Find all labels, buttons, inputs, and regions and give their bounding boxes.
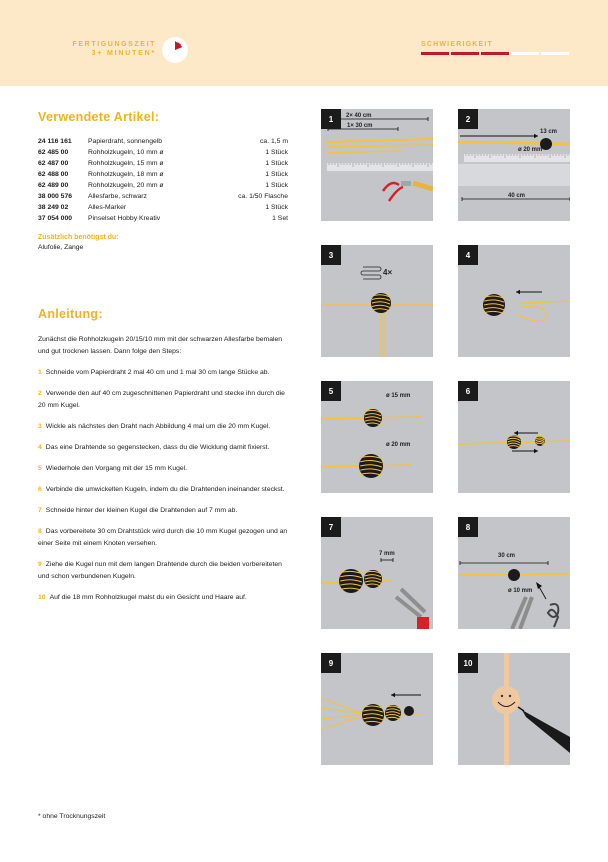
step-photo	[458, 109, 570, 221]
step-number-badge: 3	[321, 245, 341, 265]
step-number: 9	[38, 561, 42, 568]
footnote: * ohne Trocknungszeit	[38, 813, 106, 820]
instruction-step	[38, 442, 290, 454]
production-time-value: 3+ MINUTEN*	[91, 50, 156, 57]
step-photo	[321, 245, 433, 357]
step-text: Das eine Drahtende so gegenstecken, dass du die Wicklung damit fixierst.	[45, 444, 270, 451]
step-number-badge: 6	[458, 381, 478, 401]
step-photo	[321, 653, 433, 765]
extra-materials-title: Zusätzlich benötigst du:	[38, 234, 119, 241]
article-name: Papierdraht, sonnengelb	[88, 138, 163, 145]
photo-label: ø 15 mm	[386, 393, 411, 399]
step-number: 5	[38, 465, 42, 472]
articles-table	[38, 136, 288, 224]
article-name: Rohholzkugeln, 10 mm ø	[88, 149, 164, 156]
instruction-step	[38, 367, 290, 379]
instruction-step	[38, 463, 290, 475]
step-number: 7	[38, 507, 42, 514]
difficulty-segment	[421, 52, 449, 55]
article-quantity: 1 Stück	[265, 149, 288, 156]
article-number: 62 487 00	[38, 160, 69, 167]
step-number: 6	[38, 486, 42, 493]
article-row	[38, 180, 288, 191]
step-photo	[458, 381, 570, 493]
step-photo	[458, 245, 570, 357]
difficulty-bar	[421, 52, 569, 55]
step-text: Das vorbereitete 30 cm Drahtstück wird durch die 10 mm Kugel gezogen und an einer Seite mit einem Knoten versehen.	[38, 528, 288, 547]
articles-title: Verwendete Artikel:	[38, 110, 160, 124]
step-text: Schneide hinter der kleinen Kugel die Drahtenden auf 7 mm ab.	[45, 507, 238, 514]
step-text: Wiederhole den Vorgang mit der 15 mm Kugel.	[45, 465, 188, 472]
step-number: 8	[38, 528, 42, 535]
instruction-step	[38, 484, 290, 496]
article-row	[38, 169, 288, 180]
article-name: Rohholzkugeln, 15 mm ø	[88, 160, 164, 167]
instruction-step	[38, 526, 290, 550]
photo-label: 2× 40 cm	[346, 113, 372, 119]
photo-label: 4×	[383, 268, 393, 277]
article-quantity: ca. 1,5 m	[260, 138, 288, 145]
article-number: 62 488 00	[38, 171, 69, 178]
article-name: Rohholzkugeln, 20 mm ø	[88, 182, 164, 189]
photo-label: 30 cm	[498, 553, 516, 559]
article-name: Pinselset Hobby Kreativ	[88, 215, 161, 222]
article-number: 62 485 00	[38, 149, 69, 156]
instruction-step	[38, 388, 290, 412]
step-photo	[321, 517, 433, 629]
article-row	[38, 191, 288, 202]
article-row	[38, 158, 288, 169]
photo-label: 40 cm	[508, 193, 526, 199]
step-number-badge: 8	[458, 517, 478, 537]
step-number: 10	[38, 594, 46, 601]
step-photo	[321, 381, 433, 493]
article-number: 24 116 161	[38, 138, 72, 145]
step-number-badge: 7	[321, 517, 341, 537]
step-number-badge: 1	[321, 109, 341, 129]
article-quantity: 1 Stück	[265, 160, 288, 167]
article-row	[38, 213, 288, 224]
step-text: Verbinde die umwickelten Kugeln, indem du die Drahtenden ineinander steckst.	[45, 486, 285, 493]
step-number-badge: 9	[321, 653, 341, 673]
photo-label: 13 cm	[540, 129, 558, 135]
article-row	[38, 136, 288, 147]
difficulty-segment	[451, 52, 479, 55]
step-text: Ziehe die Kugel nun mit dem langen Drahtende durch die beiden vorbereiteten und schon verbundenen Kugeln.	[38, 561, 282, 580]
step-number: 1	[38, 369, 42, 376]
instructions-title: Anleitung:	[38, 307, 103, 321]
header-banner	[0, 0, 608, 86]
step-text: Verwende den auf 40 cm zugeschnittenen Papierdraht und stecke ihn durch die 20 mm Kugel.	[38, 390, 285, 409]
step-photo	[458, 653, 570, 765]
instruction-step	[38, 421, 290, 433]
articles-section	[38, 110, 288, 253]
article-number: 38 249 02	[38, 204, 69, 211]
step-text: Auf die 18 mm Rohholzkugel malst du ein Gesicht und Haare auf.	[49, 594, 247, 601]
clock-icon	[162, 37, 188, 63]
difficulty-segment	[541, 52, 569, 55]
article-number: 37 054 000	[38, 215, 73, 222]
step-number-badge: 10	[458, 653, 478, 673]
article-number: 62 489 00	[38, 182, 69, 189]
instruction-step	[38, 592, 290, 604]
photo-label: 7 mm	[379, 551, 395, 557]
step-number-badge: 5	[321, 381, 341, 401]
difficulty-segment	[511, 52, 539, 55]
photo-label: ø 20 mm	[386, 442, 411, 448]
difficulty-rating	[421, 40, 569, 55]
article-row	[38, 147, 288, 158]
instruction-step	[38, 559, 290, 583]
photo-label: ø 10 mm	[508, 588, 533, 594]
instruction-step	[38, 505, 290, 517]
step-number-badge: 2	[458, 109, 478, 129]
extra-materials-text: Alufolie, Zange	[38, 244, 84, 251]
difficulty-label: SCHWIERIGKEIT	[421, 41, 493, 48]
step-text: Schneide vom Papierdraht 2 mal 40 cm und 1 mal 30 cm lange Stücke ab.	[45, 369, 270, 376]
article-name: Alles-Marker	[88, 204, 127, 211]
step-number-badge: 4	[458, 245, 478, 265]
article-name: Rohholzkugeln, 18 mm ø	[88, 171, 164, 178]
step-number: 2	[38, 390, 42, 397]
article-name: Allesfarbe, schwarz	[88, 193, 147, 200]
difficulty-segment	[481, 52, 509, 55]
photo-label: ø 20 mm	[518, 147, 543, 153]
article-quantity: ca. 1/50 Flasche	[238, 193, 288, 200]
article-number: 38 000 576	[38, 193, 73, 200]
article-quantity: 1 Set	[272, 215, 288, 222]
photo-label: 1× 30 cm	[347, 123, 373, 129]
step-photo	[321, 109, 433, 221]
production-time-label: FERTIGUNGSZEIT	[72, 41, 156, 48]
step-number: 3	[38, 423, 42, 430]
instructions-intro: Zunächst die Rohholzkugeln 20/15/10 mm mit der schwarzen Allesfarbe bemalen und gut trocknen lassen. Dann folge den Steps:	[38, 336, 283, 355]
step-photo	[458, 517, 570, 629]
instructions-section	[38, 307, 290, 604]
article-quantity: 1 Stück	[265, 204, 288, 211]
article-row	[38, 202, 288, 213]
step-number: 4	[38, 444, 42, 451]
article-quantity: 1 Stück	[265, 182, 288, 189]
article-quantity: 1 Stück	[265, 171, 288, 178]
production-time	[64, 40, 156, 58]
step-text: Wickle als nächstes den Draht nach Abbildung 4 mal um die 20 mm Kugel.	[45, 423, 271, 430]
